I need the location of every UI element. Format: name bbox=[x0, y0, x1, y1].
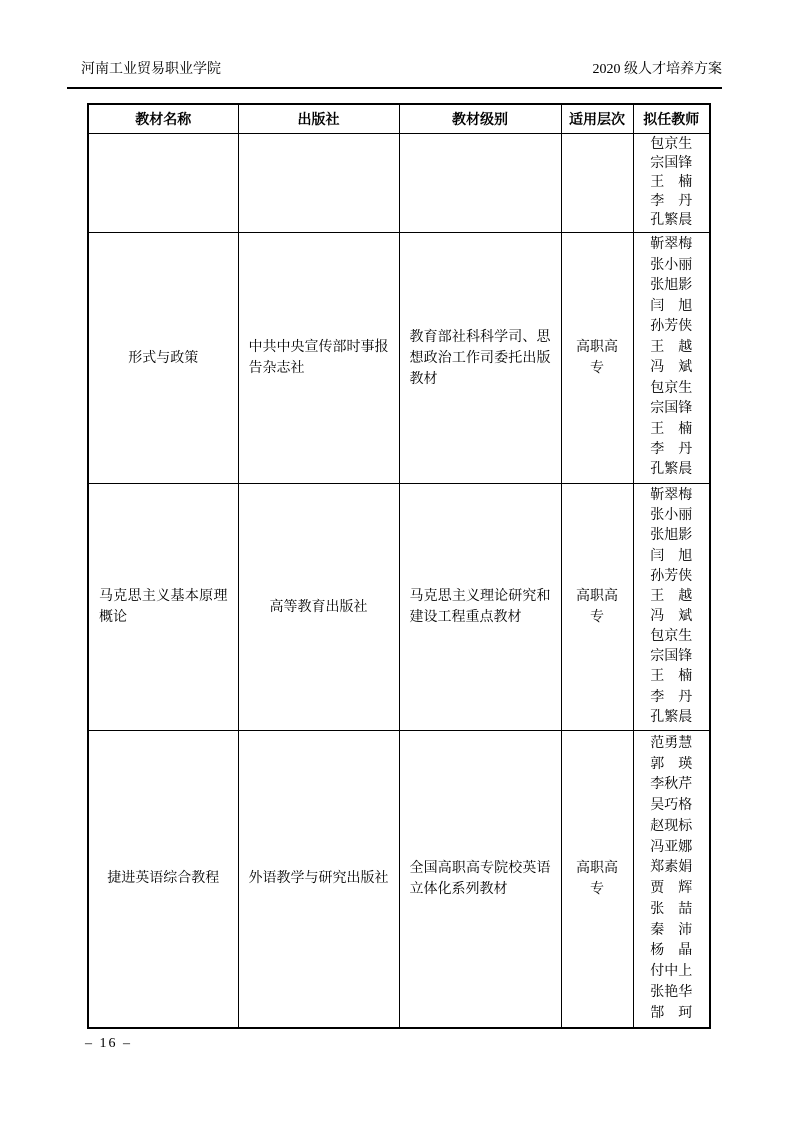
teacher-name: 王 楠 bbox=[650, 175, 693, 190]
cell-layer bbox=[561, 134, 633, 233]
col-header-publisher: 出版社 bbox=[238, 104, 399, 134]
teacher-name: 郭 瑛 bbox=[650, 756, 693, 772]
cell-teachers bbox=[633, 731, 710, 1028]
teacher-name: 张艳华 bbox=[650, 984, 693, 1000]
teacher-name: 宗国锋 bbox=[650, 649, 693, 665]
teacher-name: 张小丽 bbox=[650, 257, 693, 273]
teacher-list bbox=[634, 484, 710, 730]
teacher-name: 张小丽 bbox=[650, 508, 693, 524]
teacher-name: 吴巧格 bbox=[650, 798, 693, 814]
teacher-name: 杨 晶 bbox=[650, 943, 693, 959]
teacher-name: 贾 辉 bbox=[650, 881, 693, 897]
teacher-name: 冯 斌 bbox=[650, 360, 693, 376]
teacher-name: 靳翠梅 bbox=[650, 237, 693, 253]
col-header-layer: 适用层次 bbox=[561, 104, 633, 134]
teacher-name: 李 丹 bbox=[650, 441, 693, 457]
cell-textbook-name: 捷进英语综合教程 bbox=[88, 731, 238, 1028]
teacher-name: 张 喆 bbox=[650, 901, 693, 917]
cell-layer: 高职高专 bbox=[561, 731, 633, 1028]
teacher-name: 孔繁晨 bbox=[650, 213, 693, 228]
cell-level: 全国高职高专院校英语立体化系列教材 bbox=[399, 731, 561, 1028]
cell-level: 教育部社科科学司、思想政治工作司委托出版教材 bbox=[399, 233, 561, 484]
teacher-name: 秦 沛 bbox=[650, 922, 693, 938]
teacher-name: 李 丹 bbox=[650, 689, 693, 705]
cell-publisher bbox=[238, 134, 399, 233]
cell-layer: 高职高专 bbox=[561, 233, 633, 484]
teacher-name: 赵现标 bbox=[650, 818, 693, 834]
cell-textbook-name bbox=[88, 134, 238, 233]
cell-teachers bbox=[633, 233, 710, 484]
table-row bbox=[88, 484, 710, 731]
teacher-name: 闫 旭 bbox=[650, 298, 693, 314]
teacher-name: 孔繁晨 bbox=[650, 462, 693, 478]
cell-publisher: 高等教育出版社 bbox=[238, 484, 399, 731]
teacher-name: 王 楠 bbox=[650, 421, 693, 437]
teacher-name: 闫 旭 bbox=[650, 548, 693, 564]
teacher-name: 范勇慧 bbox=[650, 735, 693, 751]
teacher-name: 冯亚娜 bbox=[650, 839, 693, 855]
teacher-name: 包京生 bbox=[650, 380, 693, 396]
teacher-name: 孔繁晨 bbox=[650, 709, 693, 725]
table-row bbox=[88, 233, 710, 484]
page-number: – 16 – bbox=[85, 1036, 132, 1051]
page-header bbox=[67, 60, 722, 80]
teacher-name: 王 楠 bbox=[650, 669, 693, 685]
teacher-name: 包京生 bbox=[650, 629, 693, 645]
teacher-name: 宗国锋 bbox=[650, 156, 693, 171]
teacher-name: 靳翠梅 bbox=[650, 488, 693, 504]
teacher-list bbox=[634, 134, 710, 232]
cell-textbook-name: 马克思主义基本原理概论 bbox=[88, 484, 238, 731]
teacher-name: 郜 珂 bbox=[650, 1005, 693, 1021]
cell-publisher: 中共中央宣传部时事报告杂志社 bbox=[238, 233, 399, 484]
teacher-name: 张旭影 bbox=[650, 528, 693, 544]
teacher-name: 郑素娟 bbox=[650, 860, 693, 876]
teacher-name: 包京生 bbox=[650, 137, 693, 152]
teacher-list bbox=[634, 731, 710, 1027]
teacher-name: 李 丹 bbox=[650, 194, 693, 209]
table-row bbox=[88, 731, 710, 1028]
col-header-teachers: 拟任教师 bbox=[633, 104, 710, 134]
teacher-name: 张旭影 bbox=[650, 278, 693, 294]
cell-publisher: 外语教学与研究出版社 bbox=[238, 731, 399, 1028]
teacher-name: 付中上 bbox=[650, 964, 693, 980]
teacher-name: 冯 斌 bbox=[650, 608, 693, 624]
header-school-name: 河南工业贸易职业学院 bbox=[81, 62, 221, 77]
cell-level bbox=[399, 134, 561, 233]
cell-level: 马克思主义理论研究和建设工程重点教材 bbox=[399, 484, 561, 731]
cell-teachers bbox=[633, 134, 710, 233]
teacher-name: 李秋芹 bbox=[650, 777, 693, 793]
teacher-name: 孙芳侠 bbox=[650, 568, 693, 584]
cell-teachers bbox=[633, 484, 710, 731]
header-plan-title: 2020 级人才培养方案 bbox=[592, 62, 722, 77]
cell-textbook-name: 形式与政策 bbox=[88, 233, 238, 484]
table-header-row bbox=[88, 104, 710, 134]
teacher-name: 王 越 bbox=[650, 588, 693, 604]
header-rule bbox=[67, 87, 722, 89]
col-header-level: 教材级别 bbox=[399, 104, 561, 134]
teacher-name: 王 越 bbox=[650, 339, 693, 355]
col-header-textbook-name: 教材名称 bbox=[88, 104, 238, 134]
teacher-list bbox=[634, 233, 710, 483]
cell-layer: 高职高专 bbox=[561, 484, 633, 731]
table-row bbox=[88, 134, 710, 233]
textbook-table bbox=[87, 103, 711, 1029]
teacher-name: 孙芳侠 bbox=[650, 319, 693, 335]
teacher-name: 宗国锋 bbox=[650, 401, 693, 417]
